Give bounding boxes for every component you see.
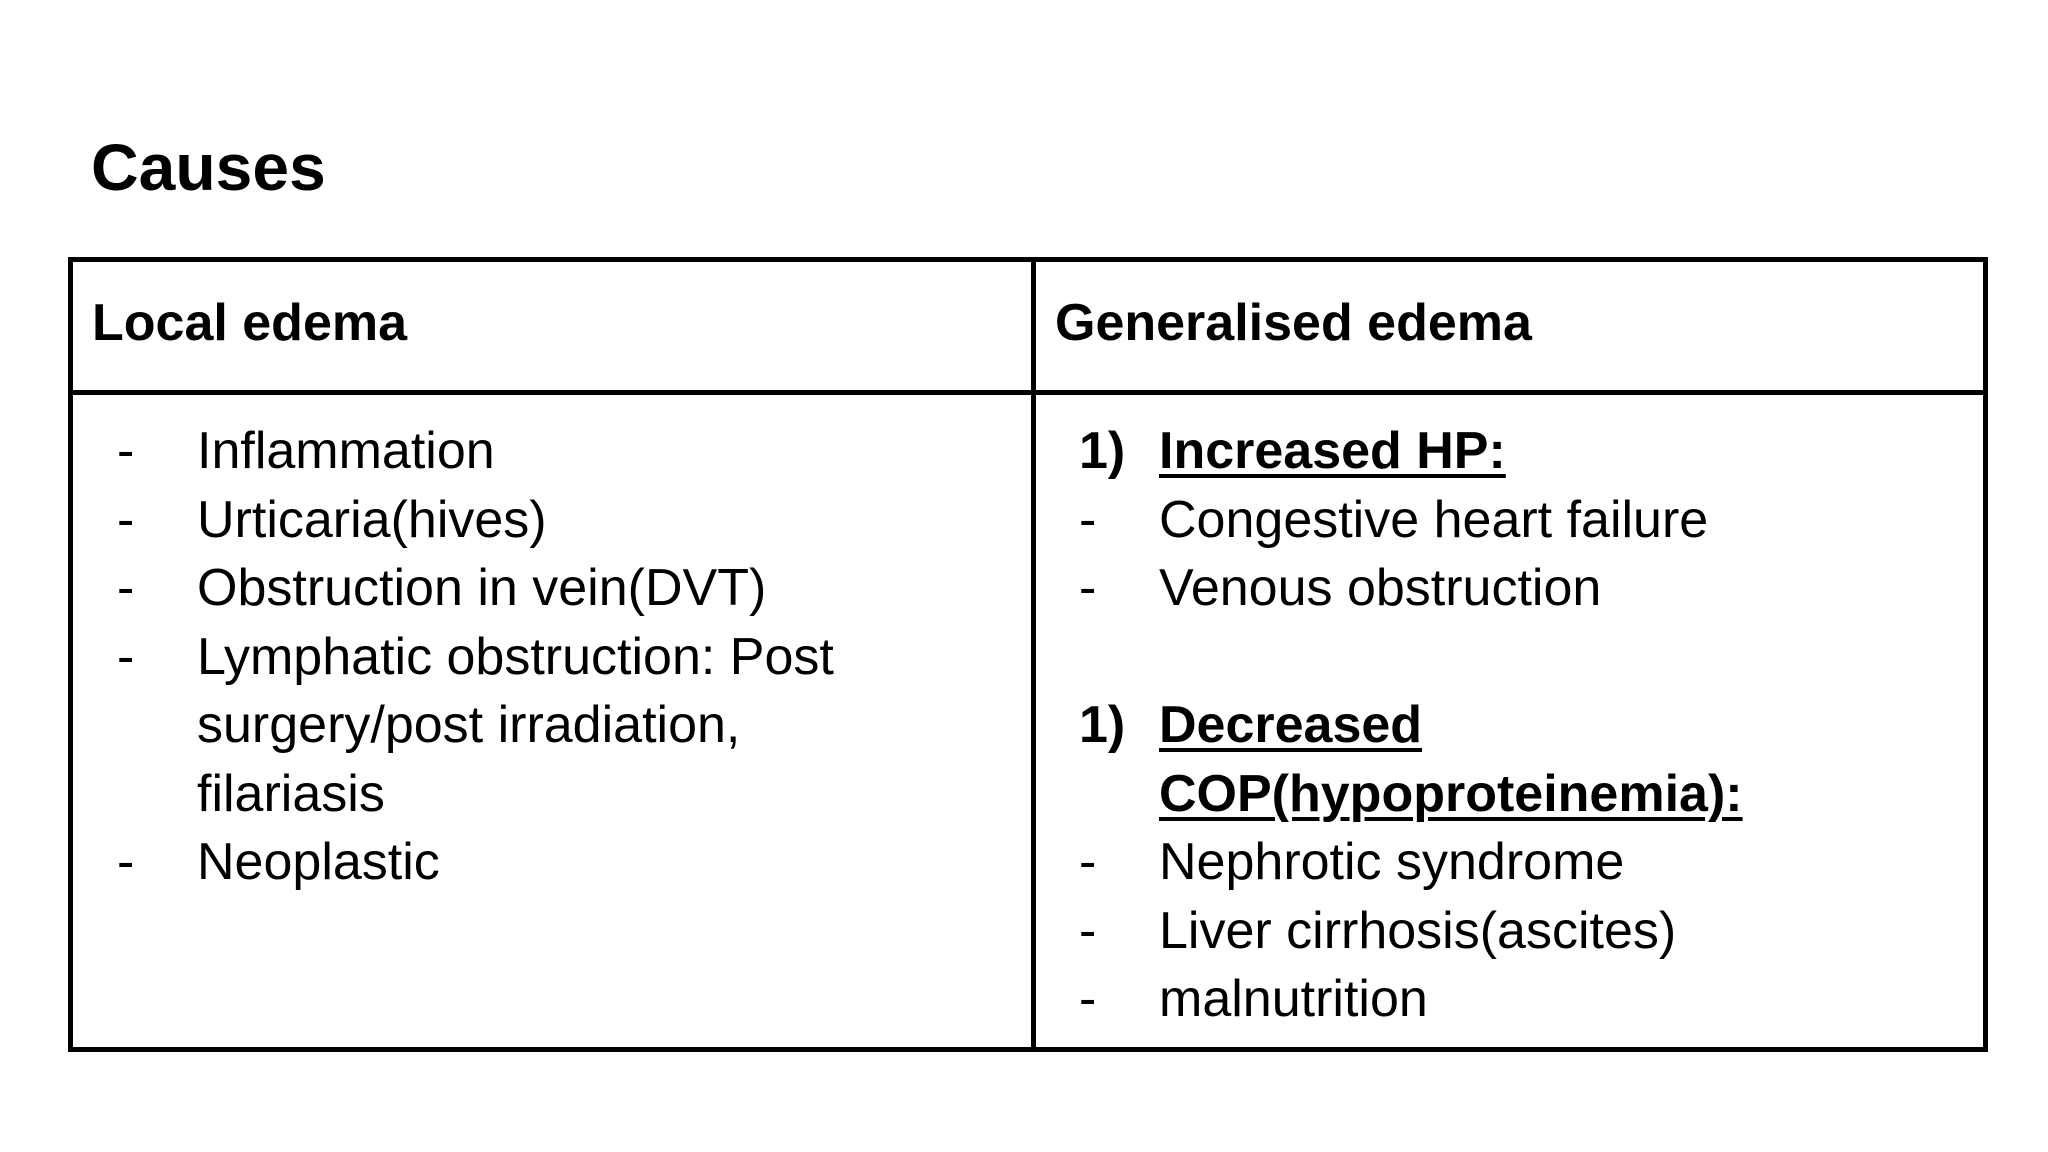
list-spacer xyxy=(1079,623,1959,692)
list-item-malnutrition xyxy=(1079,965,1959,1034)
list-item-vein-obstruction xyxy=(117,554,1017,623)
list-item-venous-obstruction xyxy=(1079,554,1959,623)
list-item-text: Nephrotic syndrome xyxy=(1159,833,1625,891)
list-item-text: Neoplastic xyxy=(197,833,440,891)
number-marker: 1) xyxy=(1079,696,1126,754)
bullet-marker: - xyxy=(117,833,135,891)
local-edema-list xyxy=(117,417,1017,897)
bullet-marker: - xyxy=(1079,901,1097,960)
group-heading-text: Increased HP: xyxy=(1159,422,1506,480)
list-item-text: Urticaria(hives) xyxy=(197,490,547,549)
list-item-text: Venous obstruction xyxy=(1159,559,1602,617)
bullet-marker: - xyxy=(117,627,135,686)
group-heading-increased-hp xyxy=(1079,417,1959,486)
generalised-edema-list xyxy=(1079,417,1959,1034)
list-item-nephrotic-syndrome xyxy=(1079,828,1959,897)
bullet-marker: - xyxy=(1079,490,1097,549)
group-heading-text: Decreased COP(hypoproteinemia): xyxy=(1159,696,1743,823)
list-item-congestive-heart-failure xyxy=(1079,486,1959,555)
header-local-edema: Local edema xyxy=(92,294,408,352)
list-item-text: Inflammation xyxy=(197,422,495,480)
bullet-marker: - xyxy=(117,422,135,480)
header-generalised-edema: Generalised edema xyxy=(1055,294,1532,352)
list-item-text: Lymphatic obstruction: Post surgery/post irradiation, filariasis xyxy=(197,627,834,823)
bullet-marker: - xyxy=(1079,970,1097,1028)
list-item-urticaria xyxy=(117,486,1017,555)
slide-title: Causes xyxy=(91,130,326,204)
causes-table xyxy=(68,257,1988,1052)
list-item-lymphatic-obstruction xyxy=(117,623,1017,829)
group-heading-decreased-cop xyxy=(1079,691,1959,828)
bullet-marker: - xyxy=(117,559,135,617)
list-item-text: Congestive heart failure xyxy=(1159,490,1709,549)
list-item-text: malnutrition xyxy=(1159,970,1428,1028)
list-item-inflammation xyxy=(117,417,1017,486)
list-item-neoplastic xyxy=(117,828,1017,897)
number-marker: 1) xyxy=(1079,422,1126,480)
bullet-marker: - xyxy=(117,490,135,549)
column-divider xyxy=(1031,262,1036,1047)
header-row-divider xyxy=(73,390,1983,395)
list-item-text: Obstruction in vein(DVT) xyxy=(197,559,767,617)
list-item-liver-cirrhosis xyxy=(1079,897,1959,966)
bullet-marker: - xyxy=(1079,559,1097,617)
bullet-marker: - xyxy=(1079,833,1097,891)
list-item-text: Liver cirrhosis(ascites) xyxy=(1159,901,1677,960)
